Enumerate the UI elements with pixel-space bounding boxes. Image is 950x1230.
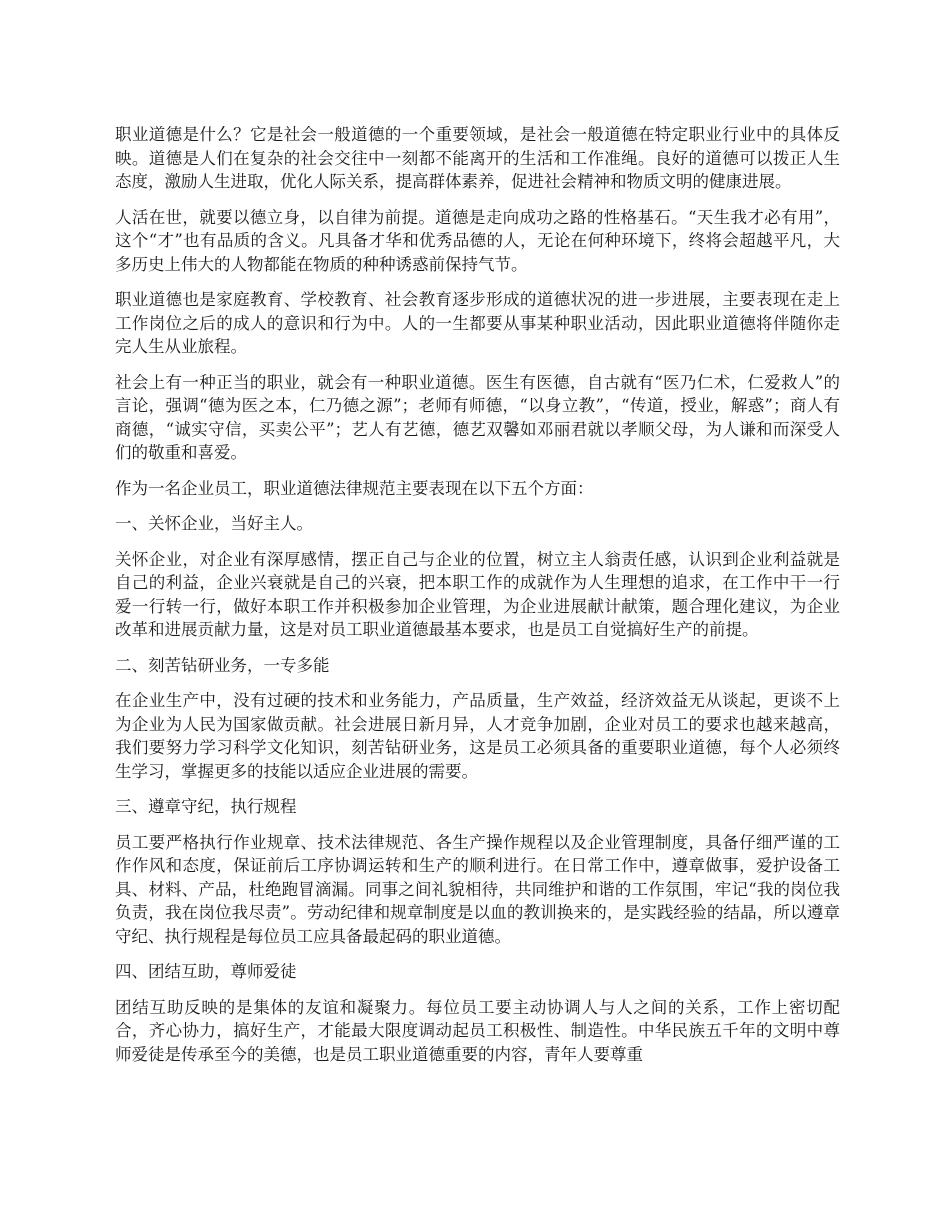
paragraph-five-aspects: 作为一名企业员工，职业道德法律规范主要表现在以下五个方面：	[115, 478, 594, 498]
paragraph-education: 职业道德也是家庭教育、学校教育、社会教育逐步形成的道德状况的进一步进展，主要表现在走上工作岗位之后的成人的意识和行为中。人的一生都要从事某种职业活动，因此职业道德将伴随你走完人生从业旅程。	[115, 290, 840, 356]
paragraph-section-3: 员工要严格执行作业规章、技术法律规范、各生产操作规程以及企业管理制度，具备仔细严谨的工作作风和态度，保证前后工序协调运转和生产的顺利进行。在日常工作中，遵章做事，爱护设备工具、材料、产品，杜绝跑冒滴漏。同事之间礼貌相待，共同维护和谐的工作氛围，牢记“我的岗位我负责，我在岗位我尽责”。劳动纪律和规章制度是以血的教训换来的，是实践经验的结晶，所以遵章守纪、执行规程是每位员工应具备最起码的职业道德。	[115, 832, 840, 946]
paragraph-section-1: 关怀企业，对企业有深厚感情，摆正自己与企业的位置，树立主人翁责任感，认识到企业利益就是自己的利益，企业兴衰就是自己的兴衰，把本职工作的成就作为人生理想的追求，在工作中干一行爱一行转一行，做好本职工作并积极参加企业管理，为企业进展献计献策，题合理化建议，为企业改革和进展贡献力量，这是对员工职业道德最基本要求，也是员工自觉搞好生产的前提。	[115, 549, 840, 639]
paragraph-section-2: 在企业生产中，没有过硬的技术和业务能力，产品质量，生产效益，经济效益无从谈起，更谈不上为企业为人民为国家做贡献。社会进展日新月异，人才竞争加剧，企业对员工的要求也越来越高，我们要努力学习科学文化知识，刻苦钻研业务，这是员工必须具备的重要职业道德，每个人必须终生学习，掌握更多的技能以适应企业进展的需要。	[115, 691, 840, 781]
heading-section-3: 三、遵章守纪，执行规程	[115, 797, 297, 816]
paragraph-virtue: 人活在世，就要以德立身，以自律为前提。道德是走向成功之路的性格基石。“天生我才必有用”，这个“才”也有品质的含义。凡具备才华和优秀品德的人，无论在何种环境下，终将会超越平凡，大多历史上伟大的人物都能在物质的种种诱惑前保持气节。	[115, 207, 840, 274]
paragraph-professions: 社会上有一种正当的职业，就会有一种职业道德。医生有医德，自古就有“医乃仁术，仁爱救人”的言论，强调“德为医之本，仁乃德之源”；老师有师德，“以身立教”，“传道，授业，解惑”；商人有商德，“诚实守信，买卖公平”；艺人有艺德，德艺双馨如邓丽君就以孝顺父母，为人谦和而深受人们的敬重和喜爱。	[115, 372, 840, 462]
heading-section-4: 四、团结互助，尊师爱徒	[115, 962, 297, 981]
heading-section-2: 二、刻苦钻研业务，一专多能	[115, 655, 330, 675]
document-page	[115, 123, 840, 1078]
paragraph-intro: 职业道德是什么？它是社会一般道德的一个重要领域，是社会一般道德在特定职业行业中的具体反映。道德是人们在复杂的社会交往中一刻都不能离开的生活和工作准绳。良好的道德可以拨正人生态度，激励人生进取，优化人际关系，提高群体素养，促进社会精神和物质文明的健康进展。	[115, 125, 840, 191]
paragraph-section-4: 团结互助反映的是集体的友谊和凝聚力。每位员工要主动协调人与人之间的关系，工作上密切配合，齐心协力，搞好生产，才能最大限度调动起员工积极性、制造性。中华民族五千年的文明中尊师爱徒是传承至今的美德，也是员工职业道德重要的内容，青年人要尊重	[115, 997, 840, 1064]
heading-section-1: 一、关怀企业，当好主人。	[115, 514, 313, 533]
